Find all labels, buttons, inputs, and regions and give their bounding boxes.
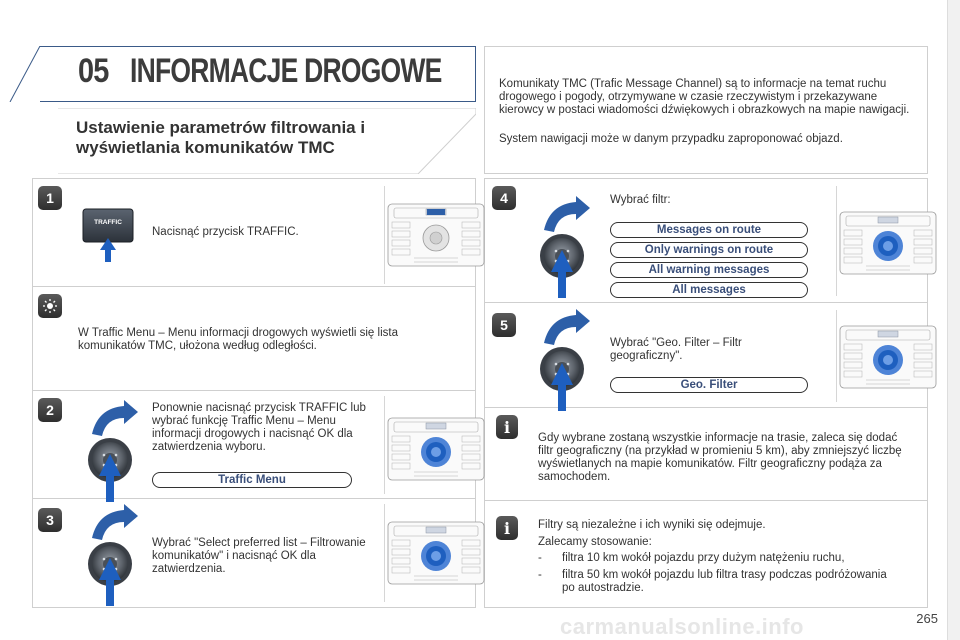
step-5-badge: 5 xyxy=(492,313,516,337)
traffic-button-icon xyxy=(80,206,136,262)
chapter-number: 05 xyxy=(78,52,109,90)
step-4-text: Wybrać filtr: xyxy=(610,194,671,206)
info-2-bullet-marker-2: - xyxy=(538,569,542,581)
left-vsep-1 xyxy=(384,186,385,284)
intro-paragraph-2: System nawigacji może w danym przypadku zaproponować objazd. xyxy=(499,133,843,145)
left-separator-1 xyxy=(32,286,476,287)
step-2-text: Ponownie nacisnąć przycisk TRAFFIC lub wybrać funkcję Traffic Menu – Menu informacji drogowych i nacisnąć OK dla zatwierdzenia wyboru. xyxy=(152,402,366,453)
left-vsep-2 xyxy=(384,396,385,494)
ok-knob-icon-step-4 xyxy=(532,194,594,299)
section-title: Ustawienie parametrów filtrowania i wyświetlania komunikatów TMC xyxy=(76,118,366,157)
info-badge-1: i xyxy=(496,415,518,439)
left-vsep-3 xyxy=(384,504,385,602)
right-separator-1 xyxy=(484,302,928,303)
info-2-paragraph-1: Filtry są niezależne i ich wyniki się odejmuje. xyxy=(538,519,766,531)
radio-panel-step-3 xyxy=(386,520,486,586)
info-2-bullet-marker-1: - xyxy=(538,552,542,564)
step-5-text: Wybrać "Geo. Filter – Filtr geograficzny". xyxy=(610,337,742,362)
geo-filter-option[interactable]: Geo. Filter xyxy=(610,377,808,393)
filter-option-all-warning-messages[interactable]: All warning messages xyxy=(610,262,808,278)
right-vsep-1 xyxy=(836,186,837,296)
radio-panel-step-2 xyxy=(386,416,486,482)
ok-knob-icon-step-3 xyxy=(80,502,142,607)
tip-text: W Traffic Menu – Menu informacji drogowych wyświetli się lista komunikatów TMC, ułożona według odległości. xyxy=(78,327,398,352)
step-1-badge: 1 xyxy=(38,186,62,210)
step-4-badge: 4 xyxy=(492,186,516,210)
radio-panel-step-4 xyxy=(838,210,938,276)
page-number: 265 xyxy=(916,611,938,626)
right-separator-3 xyxy=(484,500,928,501)
radio-panel-step-5 xyxy=(838,324,938,390)
step-1-text: Nacisnąć przycisk TRAFFIC. xyxy=(152,226,299,238)
right-vsep-2 xyxy=(836,310,837,402)
traffic-menu-option[interactable]: Traffic Menu xyxy=(152,472,352,488)
traffic-button-label: TRAFFIC xyxy=(94,219,122,226)
step-3-text: Wybrać "Select preferred list – Filtrowanie komunikatów" i nacisnąć OK dla zatwierdzenia. xyxy=(152,537,366,575)
left-separator-2 xyxy=(32,390,476,391)
info-1-text: Gdy wybrane zostaną wszystkie informacje na trasie, zaleca się dodać filtr geograficzny (na przykład w promieniu 5 km), aby zmniejszyć liczbę wyświetlanych na mapie komunikatów. Filtr geograficzny podąża za samochodem. xyxy=(538,432,902,483)
ok-knob-icon-step-5 xyxy=(532,307,594,412)
filter-option-messages-on-route[interactable]: Messages on route xyxy=(610,222,808,238)
lightbulb-icon xyxy=(42,298,58,314)
page-edge-strip xyxy=(947,0,960,640)
filter-option-all-messages[interactable]: All messages xyxy=(610,282,808,298)
intro-paragraph-1: Komunikaty TMC (Trafic Message Channel) są to informacje na temat ruchu drogowego i pogody, otrzymywane w czasie rzeczywistym i przekazywane kierowcy w postaci wiadomości dźwiękowych i obrazkowych na mapie nawigacji. xyxy=(499,78,910,116)
info-2-bullet-2: filtra 50 km wokół pojazdu lub filtra trasy podczas podróżowania po autostradzie. xyxy=(562,569,887,594)
info-2-bullet-1: filtra 10 km wokół pojazdu przy dużym natężeniu ruchu, xyxy=(562,552,845,564)
info-badge-2: i xyxy=(496,516,518,540)
ok-knob-icon-step-2 xyxy=(80,398,142,503)
info-2-paragraph-2: Zalecamy stosowanie: xyxy=(538,536,652,548)
radio-panel-step-1 xyxy=(386,202,486,268)
step-3-badge: 3 xyxy=(38,508,62,532)
filter-option-only-warnings-on-route[interactable]: Only warnings on route xyxy=(610,242,808,258)
step-2-badge: 2 xyxy=(38,398,62,422)
chapter-title: INFORMACJE DROGOWE xyxy=(130,52,442,90)
watermark: carmanualsonline.info xyxy=(560,614,804,639)
tip-badge xyxy=(38,294,62,318)
